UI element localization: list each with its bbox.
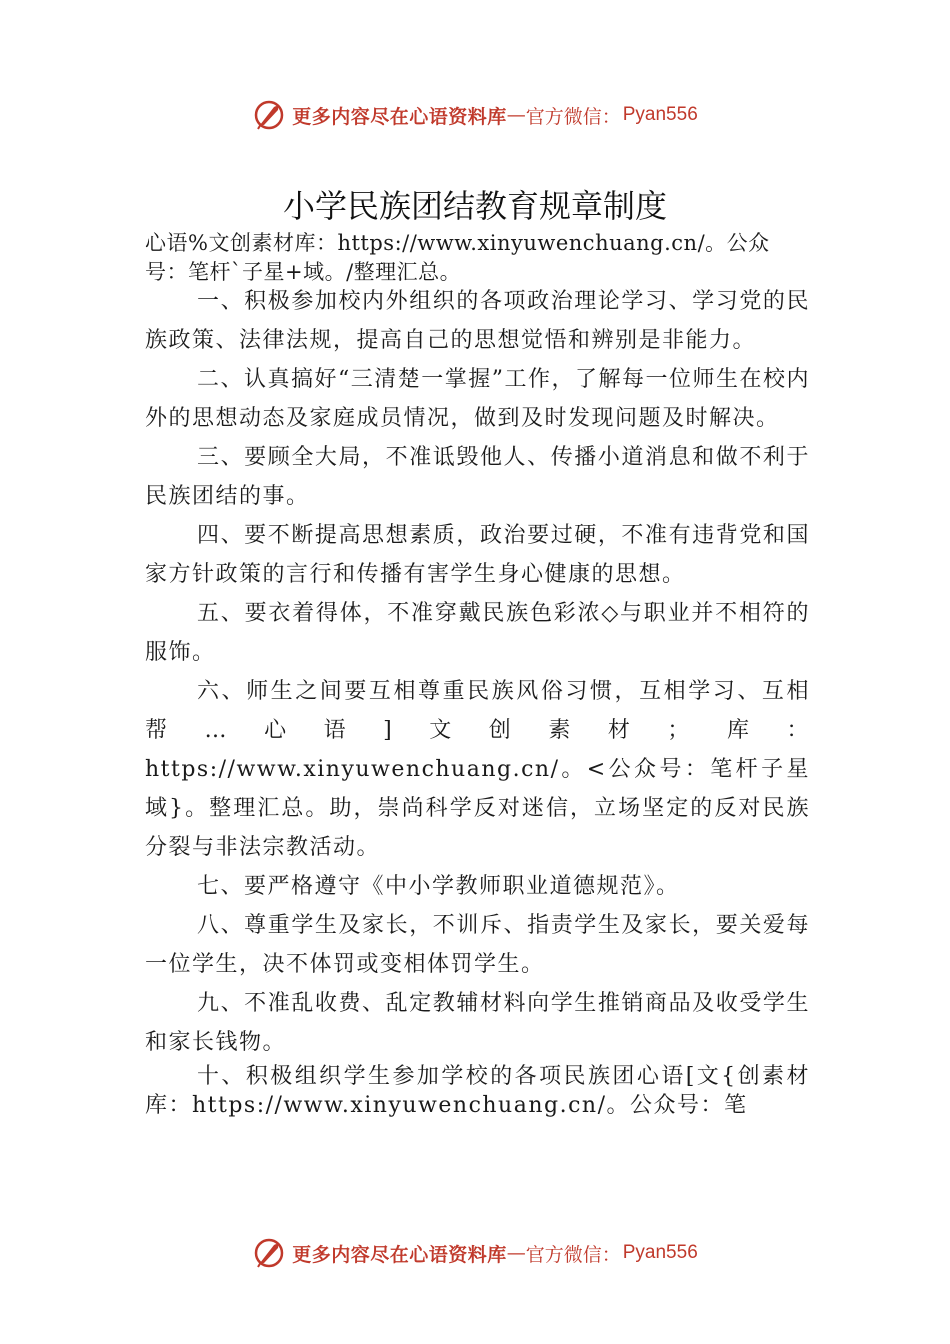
header-banner bbox=[0, 95, 950, 135]
paragraph-7: 七、要严格遵守《中小学教师职业道德规范》。 bbox=[197, 874, 680, 899]
footer-banner bbox=[0, 1233, 950, 1273]
paragraph-10: 十、积极组织学生参加学校的各项民族团心语[文{创素材库：https://www.xinyuwenchuang.cn/。公众号：笔 bbox=[145, 1064, 810, 1118]
banner-wechat-label: 官方微信： bbox=[525, 1243, 621, 1266]
paragraph-1: 一、积极参加校内外组织的各项政治理论学习、学习党的民族政策、法律法规，提高自己的思想觉悟和辨别是非能力。 bbox=[145, 289, 810, 353]
paragraph-2: 二、认真搞好“三清楚一掌握”工作，了解每一位师生在校内外的思想动态及家庭成员情况，做到及时发现问题及时解决。 bbox=[145, 367, 810, 431]
banner-dash: — bbox=[506, 104, 526, 126]
feather-pen-logo-icon bbox=[252, 1236, 286, 1270]
paragraph-9: 九、不准乱收费、乱定教辅材料向学生推销商品及收受学生和家长钱物。 bbox=[145, 991, 810, 1055]
source-line: 心语%文创素材库：https://www.xinyuwenchuang.cn/。公众号：笔杆`子星+域。/整理汇总。 bbox=[145, 231, 770, 284]
banner-wechat-label: 官方微信： bbox=[525, 105, 621, 128]
document-body bbox=[145, 282, 810, 1120]
banner-wechat-account: Pyan556 bbox=[622, 104, 698, 125]
banner-dash: — bbox=[506, 1242, 526, 1264]
paragraph-3: 三、要顾全大局，不准诋毁他人、传播小道消息和做不利于民族团结的事。 bbox=[145, 445, 810, 509]
paragraph-4: 四、要不断提高思想素质，政治要过硬，不准有违背党和国家方针政策的言行和传播有害学生身心健康的思想。 bbox=[145, 523, 810, 587]
banner-site-text: 更多内容尽在心语资料库 bbox=[292, 1243, 507, 1266]
paragraph-8: 八、尊重学生及家长，不训斥、指责学生及家长，要关爱每一位学生，决不体罚或变相体罚学生。 bbox=[145, 913, 810, 977]
banner-site-text: 更多内容尽在心语资料库 bbox=[292, 105, 507, 128]
paragraph-6: 六、师生之间要互相尊重民族风俗习惯，互相学习、互相帮…心语]文创素材；库：https://www.xinyuwenchuang.cn/。<公众号：笔杆子星域}。整理汇总。助，崇尚科学反对迷信，立场坚定的反对民族分裂与非法宗教活动。 bbox=[145, 679, 810, 860]
feather-pen-logo-icon bbox=[252, 98, 286, 132]
paragraph-5: 五、要衣着得体，不准穿戴民族色彩浓◇与职业并不相符的服饰。 bbox=[145, 601, 810, 665]
banner-wechat-account: Pyan556 bbox=[622, 1242, 698, 1263]
page-title: 小学民族团结教育规章制度 bbox=[282, 187, 667, 225]
